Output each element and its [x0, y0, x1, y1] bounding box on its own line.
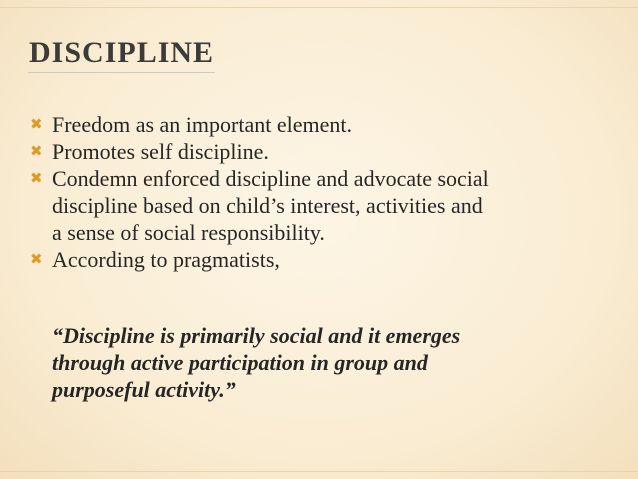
bullet-list [30, 111, 630, 273]
title-underline [28, 72, 215, 73]
x-mark-icon: ✖ [30, 115, 43, 133]
bullet-text [52, 138, 630, 165]
x-mark-icon: ✖ [30, 169, 43, 187]
bullet-line: Condemn enforced discipline and advocate social [52, 166, 489, 191]
bullet-line: discipline based on child’s interest, activities and [52, 193, 483, 218]
quote-line: through active participation in group and [52, 350, 428, 375]
bullet-line: Promotes self discipline. [52, 139, 269, 164]
bullet-line: According to pragmatists, [52, 247, 280, 272]
bullet-item [30, 138, 630, 165]
x-mark-icon: ✖ [30, 250, 43, 268]
bullet-item [30, 246, 630, 273]
bullet-text [52, 165, 630, 246]
bullet-text [52, 111, 630, 138]
quote-block [52, 322, 612, 403]
bullet-text [52, 246, 630, 273]
bullet-item [30, 111, 630, 138]
top-divider [0, 7, 638, 8]
x-mark-icon: ✖ [30, 142, 43, 160]
bullet-line: a sense of social responsibility. [52, 220, 325, 245]
bullet-item [30, 165, 630, 246]
quote-line: “Discipline is primarily social and it emerges [52, 323, 461, 348]
bullet-line: Freedom as an important element. [52, 112, 352, 137]
quote-line: purposeful activity.” [52, 377, 236, 402]
bottom-divider [0, 471, 638, 472]
slide-title: DISCIPLINE [29, 36, 215, 69]
